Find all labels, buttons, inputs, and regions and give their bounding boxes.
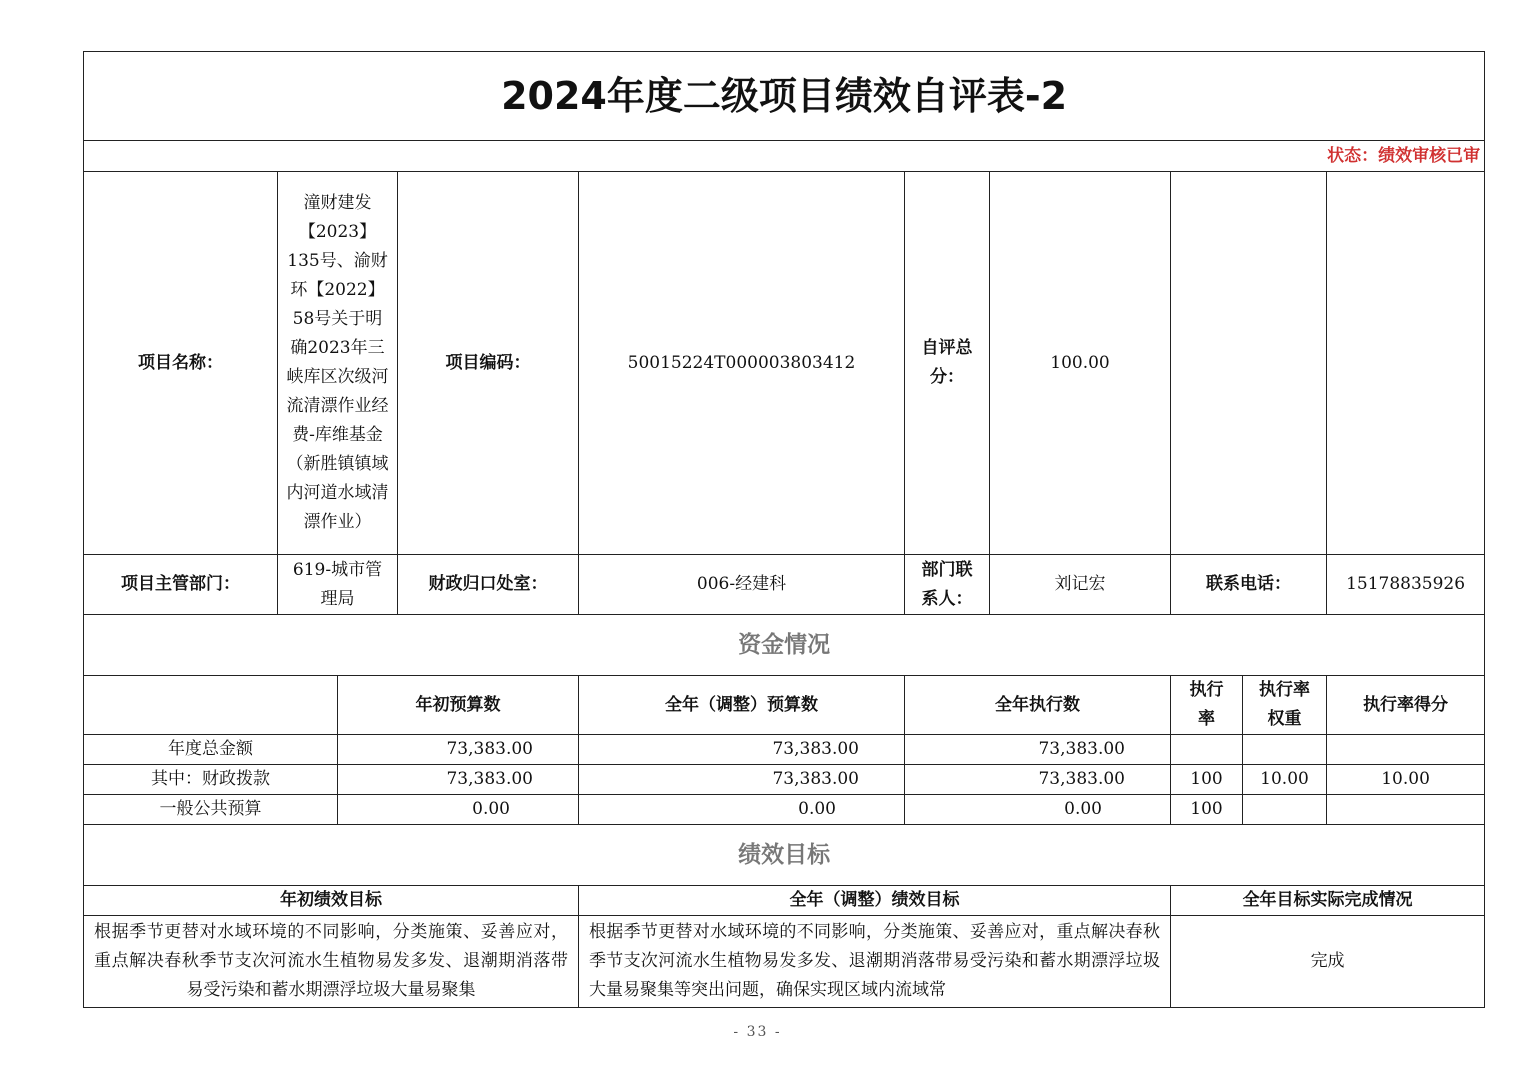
page-number: - 33 -	[733, 1024, 782, 1040]
funds-row-executed: 0.00	[905, 795, 1171, 825]
goals-initial-text	[84, 916, 579, 1008]
project-code-value: 50015224T000003803412	[579, 172, 905, 555]
table-row	[84, 765, 1485, 795]
goals-completion: 完成	[1171, 916, 1485, 1008]
contact-label: 部门联系人：	[905, 555, 990, 615]
funds-row-adjusted: 0.00	[579, 795, 905, 825]
goals-initial-paragraph: 根据季节更替对水域环境的不同影响，分类施策、妥善应对，重点解决春秋季节支次河流水生植物易发多发、退潮期消落带易受污染和蓄水期漂浮垃圾大量易聚集	[94, 922, 568, 1000]
funds-row-initial: 73,383.00	[338, 765, 579, 795]
funds-section-title: 资金情况	[84, 615, 1485, 676]
table-row	[84, 795, 1485, 825]
funds-row-score	[1327, 735, 1485, 765]
phone-label: 联系电话：	[1171, 555, 1327, 615]
funds-row-weight: 10.00	[1243, 765, 1327, 795]
funds-row-weight	[1243, 735, 1327, 765]
goals-header-adjusted: 全年（调整）绩效目标	[579, 886, 1171, 916]
funds-row-label: 一般公共预算	[84, 795, 338, 825]
project-name-label: 项目名称：	[84, 172, 278, 555]
funds-header-score: 执行率得分	[1327, 676, 1485, 735]
funds-header-weight: 执行率权重	[1243, 676, 1327, 735]
goals-adjusted-paragraph: 根据季节更替对水域环境的不同影响，分类施策、妥善应对，重点解决春秋季节支次河流水生植物易发多发、退潮期消落带易受污染和蓄水期漂浮垃圾大量易聚集等突出问题，确保实现区域内流域常	[589, 922, 1160, 1000]
funds-row-initial: 73,383.00	[338, 735, 579, 765]
funds-header-initial: 年初预算数	[338, 676, 579, 735]
table-row	[84, 735, 1485, 765]
funds-row-executed: 73,383.00	[905, 735, 1171, 765]
funds-row-rate: 100	[1171, 795, 1243, 825]
page-title: 2024年度二级项目绩效自评表-2	[84, 52, 1485, 141]
project-name-value: 潼财建发【2023】135号、渝财环【2022】58号关于明确2023年三峡库区次级河流清漂作业经费-库维基金（新胜镇镇域内河道水域清漂作业）	[278, 172, 398, 555]
phone-value: 15178835926	[1327, 555, 1485, 615]
funds-row-score: 10.00	[1327, 765, 1485, 795]
finance-label: 财政归口处室：	[398, 555, 579, 615]
empty-cell-a	[1171, 172, 1327, 555]
goals-adjusted-text	[579, 916, 1171, 1008]
goals-section-title: 绩效目标	[84, 825, 1485, 886]
funds-row-label: 年度总金额	[84, 735, 338, 765]
funds-row-initial: 0.00	[338, 795, 579, 825]
funds-row-executed: 73,383.00	[905, 765, 1171, 795]
dept-value: 619-城市管理局	[278, 555, 398, 615]
funds-row-rate	[1171, 735, 1243, 765]
status-badge: 状态：绩效审核已审	[84, 141, 1485, 172]
funds-row-label: 其中：财政拨款	[84, 765, 338, 795]
funds-row-score	[1327, 795, 1485, 825]
funds-row-rate: 100	[1171, 765, 1243, 795]
dept-label: 项目主管部门：	[84, 555, 278, 615]
contact-value: 刘记宏	[990, 555, 1171, 615]
funds-header-rate: 执行率	[1171, 676, 1243, 735]
goals-header-completion: 全年目标实际完成情况	[1171, 886, 1485, 916]
empty-cell-b	[1327, 172, 1485, 555]
funds-header-executed: 全年执行数	[905, 676, 1171, 735]
funds-header-blank	[84, 676, 338, 735]
self-evaluation-table	[83, 51, 1485, 1008]
funds-row-adjusted: 73,383.00	[579, 765, 905, 795]
project-code-label: 项目编码：	[398, 172, 579, 555]
self-score-value: 100.00	[990, 172, 1171, 555]
funds-header-adjusted: 全年（调整）预算数	[579, 676, 905, 735]
self-score-label: 自评总分：	[905, 172, 990, 555]
funds-row-weight	[1243, 795, 1327, 825]
goals-header-initial: 年初绩效目标	[84, 886, 579, 916]
finance-value: 006-经建科	[579, 555, 905, 615]
funds-row-adjusted: 73,383.00	[579, 735, 905, 765]
